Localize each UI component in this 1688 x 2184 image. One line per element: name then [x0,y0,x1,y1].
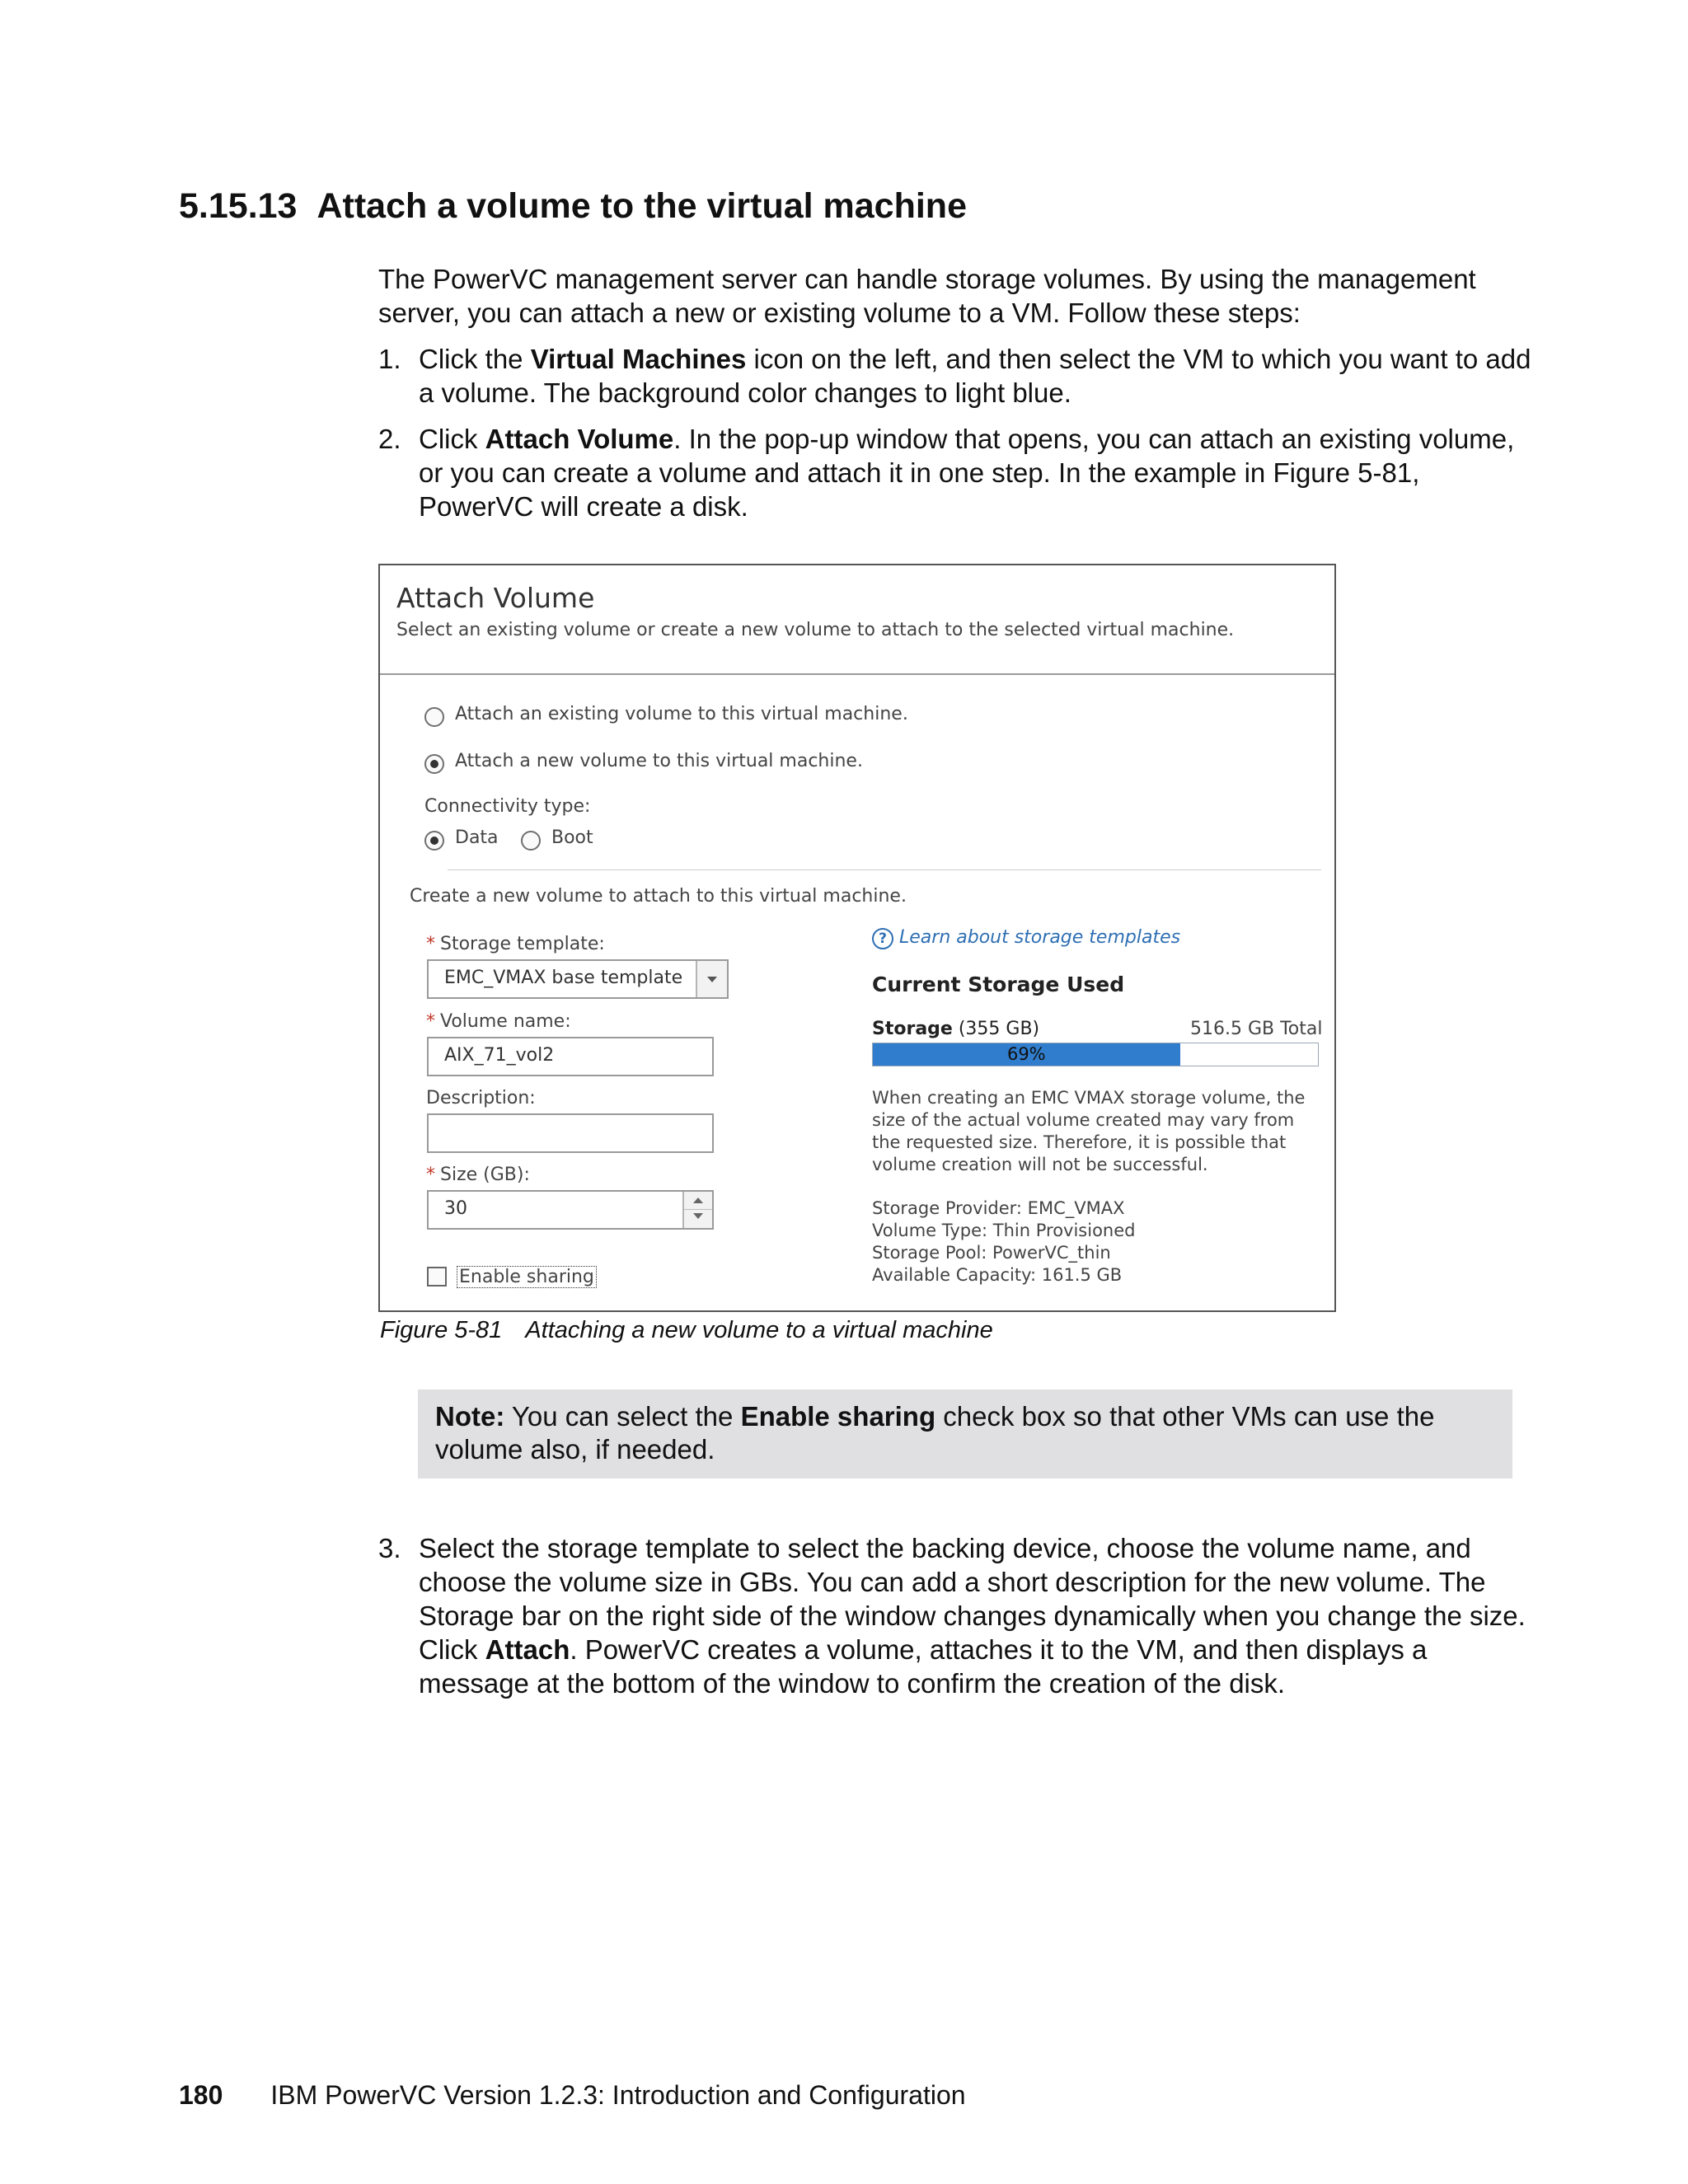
step-text-pre: Select the storage template to select the backing device, choose the volume name, and choose the volume size in GBs. You can add a short description for the new volume. The Storage bar on the right side of the window changes dynamically when you change the size. Click [419,1533,1526,1665]
storage-bar-total: 516.5 GB Total [1190,1019,1323,1039]
figure-caption-text: Attaching a new volume to a virtual machine [525,1317,993,1343]
dialog-divider [380,673,1334,675]
step-number: 2. [378,424,401,454]
radio-connectivity-data[interactable] [424,831,444,851]
page-footer [179,2080,966,2111]
storage-template-label [426,934,605,954]
storage-usage-bar [872,1043,1319,1066]
size-label [426,1165,530,1185]
step-number: 1. [378,344,401,374]
note-text-post: check box so that other VMs can use the volume also, if needed. [435,1401,1435,1465]
figure-caption-label: Figure 5-81 [380,1317,503,1343]
chevron-down-icon[interactable] [693,1213,703,1219]
section-number: 5.15.13 [179,186,298,226]
step-2 [378,422,1532,523]
step-text [419,1531,1532,1700]
storage-template-select[interactable] [427,959,729,999]
description-input[interactable] [427,1113,714,1153]
description-label: Description: [426,1088,536,1108]
note-text-bold: Enable sharing [740,1401,936,1432]
volume-name-label [426,1011,571,1032]
step-text-pre: Click [419,424,485,454]
figure-caption [380,1317,993,1344]
storage-usage-percent: 69% [1006,1044,1046,1064]
step-number: 3. [378,1533,401,1563]
step-text-post: . In the pop-up window that opens, you can attach an existing volume, or you can create a volume and attach it in one step. In the example in Figure 5-81, PowerVC will create a disk. [419,424,1515,522]
section-heading [179,186,967,227]
required-marker: * [426,1165,435,1185]
radio-connectivity-boot[interactable] [521,831,541,851]
step-text-pre: Click the [419,344,531,374]
storage-pool-line: Storage Pool: PowerVC_thin [872,1243,1111,1263]
required-marker: * [426,1011,435,1032]
step-text-post: icon on the left, and then select the VM to which you want to add a volume. The background color changes to light blue. [419,344,1531,408]
radio-attach-new[interactable] [424,754,444,774]
storage-bar-used: (355 GB) [958,1019,1040,1039]
step-text-bold: Attach Volume [485,424,674,454]
size-stepper[interactable] [427,1190,714,1230]
storage-bar-label-bold: Storage [872,1019,953,1039]
enable-sharing-label: Enable sharing [457,1266,597,1288]
note-label: Note: [435,1401,505,1432]
learn-storage-templates-link[interactable]: Learn about storage templates [899,927,1181,948]
storage-warning-text: When creating an EMC VMAX storage volume, the size of the actual volume created may vary from the requested size. Therefore, it is possible that volume creation will not be successful. [872,1088,1306,1174]
radio-attach-existing-label: Attach an existing volume to this virtual machine. [455,704,908,724]
section-title: Attach a volume to the virtual machine [316,186,967,226]
chevron-up-icon[interactable] [693,1197,703,1203]
help-icon[interactable]: ? [872,928,893,949]
storage-provider-line: Storage Provider: EMC_VMAX [872,1198,1125,1218]
storage-bar-label [872,1019,1039,1039]
attach-volume-dialog [378,564,1336,1312]
connectivity-label: Connectivity type: [424,796,591,817]
step-text [419,422,1532,523]
step-3 [378,1531,1532,1700]
note-text-pre: You can select the [504,1401,741,1432]
size-value: 30 [444,1198,467,1219]
dialog-subtitle: Select an existing volume or create a new volume to attach to the selected virtual machine. [396,620,1235,640]
volume-name-input[interactable]: AIX_71_vol2 [427,1037,714,1076]
step-text-bold: Attach [485,1634,570,1665]
volume-name-label-text: Volume name: [440,1011,571,1032]
enable-sharing-checkbox[interactable] [427,1267,447,1286]
required-marker: * [426,934,435,954]
step-text [419,342,1532,410]
volume-type-line: Volume Type: Thin Provisioned [872,1221,1136,1240]
chevron-down-icon[interactable] [696,961,727,997]
intro-paragraph: The PowerVC management server can handle storage volumes. By using the management server, you can attach a new or existing volume to a VM. Follow these steps: [378,264,1476,328]
stepper-arrows[interactable] [682,1192,712,1228]
stepper-divider [684,1209,712,1210]
dialog-divider [448,869,1321,870]
radio-attach-new-label: Attach a new volume to this virtual machine. [455,751,863,771]
available-capacity-line: Available Capacity: 161.5 GB [872,1265,1123,1285]
page-number: 180 [179,2080,223,2110]
note-box [418,1390,1512,1479]
create-volume-label: Create a new volume to attach to this virtual machine. [410,886,907,907]
size-label-text: Size (GB): [440,1165,530,1185]
book-title: IBM PowerVC Version 1.2.3: Introduction and Configuration [270,2080,966,2110]
step-text-bold: Virtual Machines [530,344,747,374]
radio-connectivity-boot-label: Boot [551,827,593,848]
radio-attach-existing[interactable] [424,707,444,727]
storage-provider-info [872,1197,1321,1286]
storage-template-label-text: Storage template: [440,934,605,954]
dialog-title: Attach Volume [396,582,595,614]
step-text-post: . PowerVC creates a volume, attaches it to the VM, and then displays a message at the bottom of the window to confirm the creation of the disk. [419,1634,1428,1699]
step-1 [378,342,1532,410]
radio-connectivity-data-label: Data [455,827,499,848]
current-storage-title: Current Storage Used [872,972,1125,996]
storage-template-value: EMC_VMAX base template [444,968,683,988]
